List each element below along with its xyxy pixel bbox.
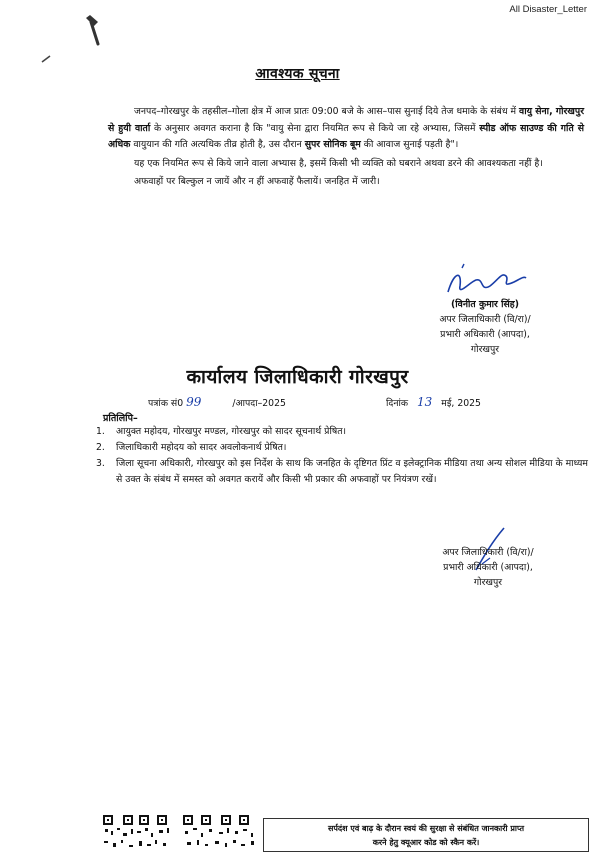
- letter-date: दिनांक 13 मई, 2025: [386, 395, 481, 409]
- signatory-designation-1: अपर जिलाधिकारी (वि/रा)/: [439, 314, 531, 325]
- reference-handwritten-number: 99: [186, 395, 202, 409]
- pin-mark-icon: [36, 10, 116, 70]
- list-item: 2. जिलाधिकारी महोदय को सादर अवलोकनार्थ प्रेषित।: [96, 442, 287, 453]
- reference-number: पत्रांक सं0 99 /आपदा–2025: [148, 395, 286, 409]
- list-item: 3. जिला सूचना अधिकारी, गोरखपुर को इस निर्देश के साथ कि जनहित के दृष्टिगत प्रिंट व इलेक्ट्रानिक मीडिया तथा अन्य सोशल मीडिया के माध्यम से उक्त के संबंध में समस्त को अवगत करायें और किसी भी प्रकार की अफवाहों पर नियंत्रण रखें।: [96, 458, 588, 485]
- signature-block-2: [408, 545, 568, 590]
- signatory-designation-2: प्रभारी अधिकारी (आपदा),: [440, 329, 530, 340]
- notice-paragraph-2: यह एक नियमित रूप से किये जाने वाला अभ्यास है, इसमें किसी भी व्यक्ति को घबराने अथवा डरने की आवश्यकता नहीं है।: [134, 157, 543, 169]
- signatory-place: गोरखपुर: [470, 344, 500, 355]
- signatory-place: गोरखपुर: [473, 577, 503, 588]
- notice-paragraph-3: अफवाहों पर बिल्कुल न जायें और न हीं अफवाहें फैलायें। जनहित में जारी।: [134, 176, 380, 187]
- notice-body: [108, 104, 584, 191]
- notice-paragraph-1: जनपद–गोरखपुर के तहसील–गोला क्षेत्र में आज प्रातः 09:00 बजे के आस–पास सुनाई दिये तेज धमाके के संबंध में वायु सेना, गोरखपुर से हुयी वार्ता के अनुसार अवगत कराना है कि "वायु सेना द्वारा नियमित रूप से किये जा रहे अभ्यास, जिसमें स्पीड ऑफ साउण्ड की गति से अधिक वायुयान की गति अत्यधिक तीव्र होती है, उस दौरान सुपर सोनिक बूम की आवाज सुनाई पड़ती है"।: [108, 106, 585, 150]
- notice-title: आवश्यक सूचना: [255, 66, 340, 82]
- qr-instruction-box: [263, 818, 589, 852]
- signatory-name: (विनीत कुमार सिंह): [451, 299, 519, 310]
- qr-code-icon: [101, 813, 261, 855]
- copies-list: [96, 424, 588, 488]
- signature-block-1: [400, 297, 570, 357]
- qr-instruction-line-1: सर्पदंश एवं बाढ़ के दौरान स्वयं की सुरक्षा से संबंधित जानकारी प्राप्त: [327, 824, 525, 833]
- date-handwritten-day: 13: [417, 395, 433, 409]
- list-item: 1. आयुक्त महोदय, गोरखपुर मण्डल, गोरखपुर को सादर सूचनार्थ प्रेषित।: [96, 426, 347, 437]
- document-tag: All Disaster_Letter: [509, 4, 587, 15]
- signatory-designation-1: अपर जिलाधिकारी (वि/रा)/: [442, 547, 534, 558]
- copies-heading: प्रतिलिपि–: [103, 413, 138, 424]
- qr-instruction-line-2: करने हेतु क्यूआर कोड को स्कैन करें।: [372, 838, 480, 847]
- signatory-designation-2: प्रभारी अधिकारी (आपदा),: [443, 562, 533, 573]
- office-title: कार्यालय जिलाधिकारी गोरखपुर: [186, 366, 409, 388]
